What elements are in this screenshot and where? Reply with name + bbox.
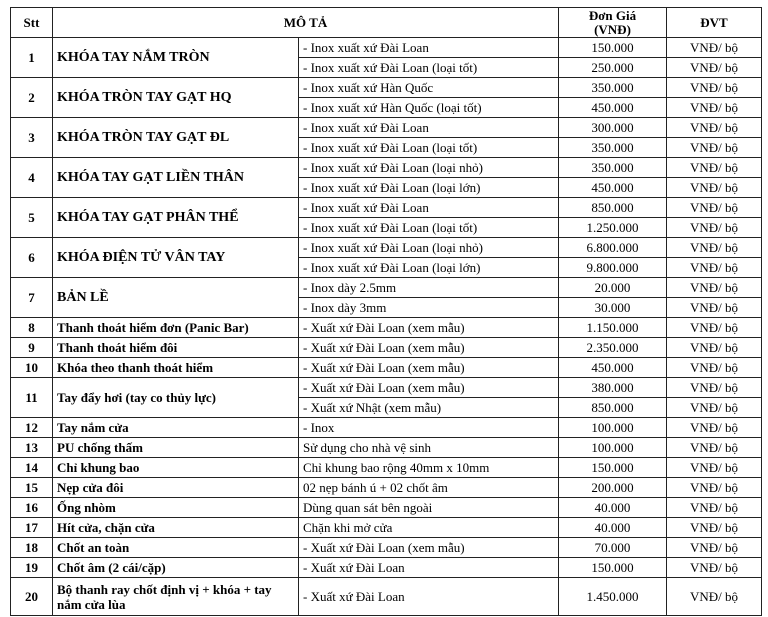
unit-price: 2.350.000: [559, 338, 667, 358]
unit-price: 350.000: [559, 158, 667, 178]
product-description: - Xuất xứ Đài Loan (xem mẫu): [299, 338, 559, 358]
unit-price: 450.000: [559, 98, 667, 118]
table-row: [11, 518, 762, 538]
price-table: [10, 7, 762, 616]
row-number: 13: [11, 438, 53, 458]
unit-price: 100.000: [559, 418, 667, 438]
price-unit: VNĐ/ bộ: [667, 138, 762, 158]
product-description: - Inox: [299, 418, 559, 438]
price-unit: VNĐ/ bộ: [667, 418, 762, 438]
row-number: 10: [11, 358, 53, 378]
row-number: 17: [11, 518, 53, 538]
product-name: Khóa theo thanh thoát hiểm: [53, 358, 299, 378]
table-row: [11, 578, 762, 616]
product-description: - Xuất xứ Đài Loan (xem mẫu): [299, 538, 559, 558]
product-name: PU chống thấm: [53, 438, 299, 458]
product-name: Tay đẩy hơi (tay co thủy lực): [53, 378, 299, 418]
product-description: - Inox xuất xứ Đài Loan (loại nhỏ): [299, 238, 559, 258]
product-description: - Xuất xứ Đài Loan: [299, 578, 559, 616]
product-name: Chốt an toàn: [53, 538, 299, 558]
price-unit: VNĐ/ bộ: [667, 158, 762, 178]
table-row: [11, 78, 762, 98]
table-row: [11, 478, 762, 498]
product-name: Bộ thanh ray chốt định vị + khóa + tay nắm cửa lùa: [53, 578, 299, 616]
product-description: 02 nẹp bánh ú + 02 chốt âm: [299, 478, 559, 498]
table-row: [11, 538, 762, 558]
unit-price: 200.000: [559, 478, 667, 498]
unit-price: 40.000: [559, 518, 667, 538]
row-number: 16: [11, 498, 53, 518]
unit-price: 350.000: [559, 138, 667, 158]
product-name: Chỉ khung bao: [53, 458, 299, 478]
product-name: Chốt âm (2 cái/cặp): [53, 558, 299, 578]
price-unit: VNĐ/ bộ: [667, 118, 762, 138]
price-unit: VNĐ/ bộ: [667, 578, 762, 616]
price-unit: VNĐ/ bộ: [667, 298, 762, 318]
unit-price: 450.000: [559, 358, 667, 378]
table-row: [11, 338, 762, 358]
unit-price: 350.000: [559, 78, 667, 98]
unit-price: 6.800.000: [559, 238, 667, 258]
price-unit: VNĐ/ bộ: [667, 438, 762, 458]
price-unit: VNĐ/ bộ: [667, 338, 762, 358]
price-unit: VNĐ/ bộ: [667, 258, 762, 278]
price-unit: VNĐ/ bộ: [667, 78, 762, 98]
product-description: - Xuất xứ Nhật (xem mẫu): [299, 398, 559, 418]
product-description: - Inox xuất xứ Đài Loan: [299, 38, 559, 58]
row-number: 7: [11, 278, 53, 318]
product-name: BẢN LỀ: [53, 278, 299, 318]
product-description: - Xuất xứ Đài Loan (xem mẫu): [299, 358, 559, 378]
product-description: - Inox xuất xứ Đài Loan (loại tốt): [299, 58, 559, 78]
table-row: [11, 38, 762, 58]
table-row: [11, 458, 762, 478]
header-price: [559, 8, 667, 38]
header-unit: ĐVT: [667, 8, 762, 38]
product-description: Chỉ khung bao rộng 40mm x 10mm: [299, 458, 559, 478]
unit-price: 20.000: [559, 278, 667, 298]
table-row: [11, 238, 762, 258]
unit-price: 150.000: [559, 558, 667, 578]
product-description: - Inox xuất xứ Đài Loan (loại tốt): [299, 138, 559, 158]
table-row: [11, 498, 762, 518]
price-unit: VNĐ/ bộ: [667, 178, 762, 198]
row-number: 2: [11, 78, 53, 118]
product-description: Sử dụng cho nhà vệ sinh: [299, 438, 559, 458]
unit-price: 850.000: [559, 398, 667, 418]
product-description: - Inox xuất xứ Đài Loan (loại nhỏ): [299, 158, 559, 178]
unit-price: 150.000: [559, 38, 667, 58]
header-price-line1: Đơn Giá: [588, 7, 637, 23]
unit-price: 450.000: [559, 178, 667, 198]
product-description: - Xuất xứ Đài Loan: [299, 558, 559, 578]
product-description: - Inox xuất xứ Đài Loan: [299, 118, 559, 138]
row-number: 15: [11, 478, 53, 498]
table-row: [11, 438, 762, 458]
table-row: [11, 118, 762, 138]
unit-price: 9.800.000: [559, 258, 667, 278]
unit-price: 40.000: [559, 498, 667, 518]
row-number: 9: [11, 338, 53, 358]
row-number: 18: [11, 538, 53, 558]
price-unit: VNĐ/ bộ: [667, 398, 762, 418]
product-description: - Inox dày 3mm: [299, 298, 559, 318]
price-unit: VNĐ/ bộ: [667, 38, 762, 58]
unit-price: 30.000: [559, 298, 667, 318]
product-name: KHÓA ĐIỆN TỬ VÂN TAY: [53, 238, 299, 278]
row-number: 11: [11, 378, 53, 418]
price-unit: VNĐ/ bộ: [667, 238, 762, 258]
product-description: - Inox xuất xứ Đài Loan (loại lớn): [299, 178, 559, 198]
table-row: [11, 198, 762, 218]
price-unit: VNĐ/ bộ: [667, 378, 762, 398]
table-row: [11, 358, 762, 378]
table-body: [11, 38, 762, 616]
price-unit: VNĐ/ bộ: [667, 318, 762, 338]
price-unit: VNĐ/ bộ: [667, 558, 762, 578]
price-unit: VNĐ/ bộ: [667, 538, 762, 558]
product-description: - Xuất xứ Đài Loan (xem mẫu): [299, 378, 559, 398]
header-stt: Stt: [11, 8, 53, 38]
header-row: [11, 8, 762, 38]
table-row: [11, 378, 762, 398]
price-unit: VNĐ/ bộ: [667, 98, 762, 118]
price-unit: VNĐ/ bộ: [667, 498, 762, 518]
product-name: KHÓA TAY NẮM TRÒN: [53, 38, 299, 78]
product-description: - Inox xuất xứ Đài Loan (loại lớn): [299, 258, 559, 278]
header-price-line2: (VNĐ): [594, 21, 631, 37]
unit-price: 850.000: [559, 198, 667, 218]
price-unit: VNĐ/ bộ: [667, 478, 762, 498]
row-number: 14: [11, 458, 53, 478]
row-number: 5: [11, 198, 53, 238]
product-description: - Inox xuất xứ Đài Loan (loại tốt): [299, 218, 559, 238]
table-row: [11, 318, 762, 338]
price-unit: VNĐ/ bộ: [667, 518, 762, 538]
price-unit: VNĐ/ bộ: [667, 218, 762, 238]
price-unit: VNĐ/ bộ: [667, 58, 762, 78]
unit-price: 300.000: [559, 118, 667, 138]
row-number: 3: [11, 118, 53, 158]
product-name: Thanh thoát hiểm đơn (Panic Bar): [53, 318, 299, 338]
table-header: [11, 8, 762, 38]
unit-price: 1.450.000: [559, 578, 667, 616]
product-name: Nẹp cửa đôi: [53, 478, 299, 498]
unit-price: 70.000: [559, 538, 667, 558]
row-number: 20: [11, 578, 53, 616]
product-name: Ống nhòm: [53, 498, 299, 518]
unit-price: 100.000: [559, 438, 667, 458]
unit-price: 1.250.000: [559, 218, 667, 238]
price-unit: VNĐ/ bộ: [667, 358, 762, 378]
table-row: [11, 418, 762, 438]
price-unit: VNĐ/ bộ: [667, 198, 762, 218]
product-description: Dùng quan sát bên ngoài: [299, 498, 559, 518]
product-description: - Inox xuất xứ Hàn Quốc (loại tốt): [299, 98, 559, 118]
row-number: 8: [11, 318, 53, 338]
price-unit: VNĐ/ bộ: [667, 458, 762, 478]
product-description: - Xuất xứ Đài Loan (xem mẫu): [299, 318, 559, 338]
price-unit: VNĐ/ bộ: [667, 278, 762, 298]
product-description: - Inox dày 2.5mm: [299, 278, 559, 298]
product-name: Tay nắm cửa: [53, 418, 299, 438]
product-name: Thanh thoát hiểm đôi: [53, 338, 299, 358]
product-name: KHÓA TAY GẠT LIỀN THÂN: [53, 158, 299, 198]
row-number: 4: [11, 158, 53, 198]
table-row: [11, 558, 762, 578]
table-row: [11, 278, 762, 298]
header-description: MÔ TẢ: [53, 8, 559, 38]
table-row: [11, 158, 762, 178]
row-number: 19: [11, 558, 53, 578]
unit-price: 150.000: [559, 458, 667, 478]
row-number: 6: [11, 238, 53, 278]
price-list: [10, 7, 761, 616]
product-description: - Inox xuất xứ Đài Loan: [299, 198, 559, 218]
row-number: 12: [11, 418, 53, 438]
unit-price: 250.000: [559, 58, 667, 78]
unit-price: 380.000: [559, 378, 667, 398]
product-name: Hít cửa, chặn cửa: [53, 518, 299, 538]
product-name: KHÓA TAY GẠT PHÂN THỂ: [53, 198, 299, 238]
row-number: 1: [11, 38, 53, 78]
product-name: KHÓA TRÒN TAY GẠT ĐL: [53, 118, 299, 158]
product-description: Chặn khi mở cửa: [299, 518, 559, 538]
unit-price: 1.150.000: [559, 318, 667, 338]
product-description: - Inox xuất xứ Hàn Quốc: [299, 78, 559, 98]
product-name: KHÓA TRÒN TAY GẠT HQ: [53, 78, 299, 118]
